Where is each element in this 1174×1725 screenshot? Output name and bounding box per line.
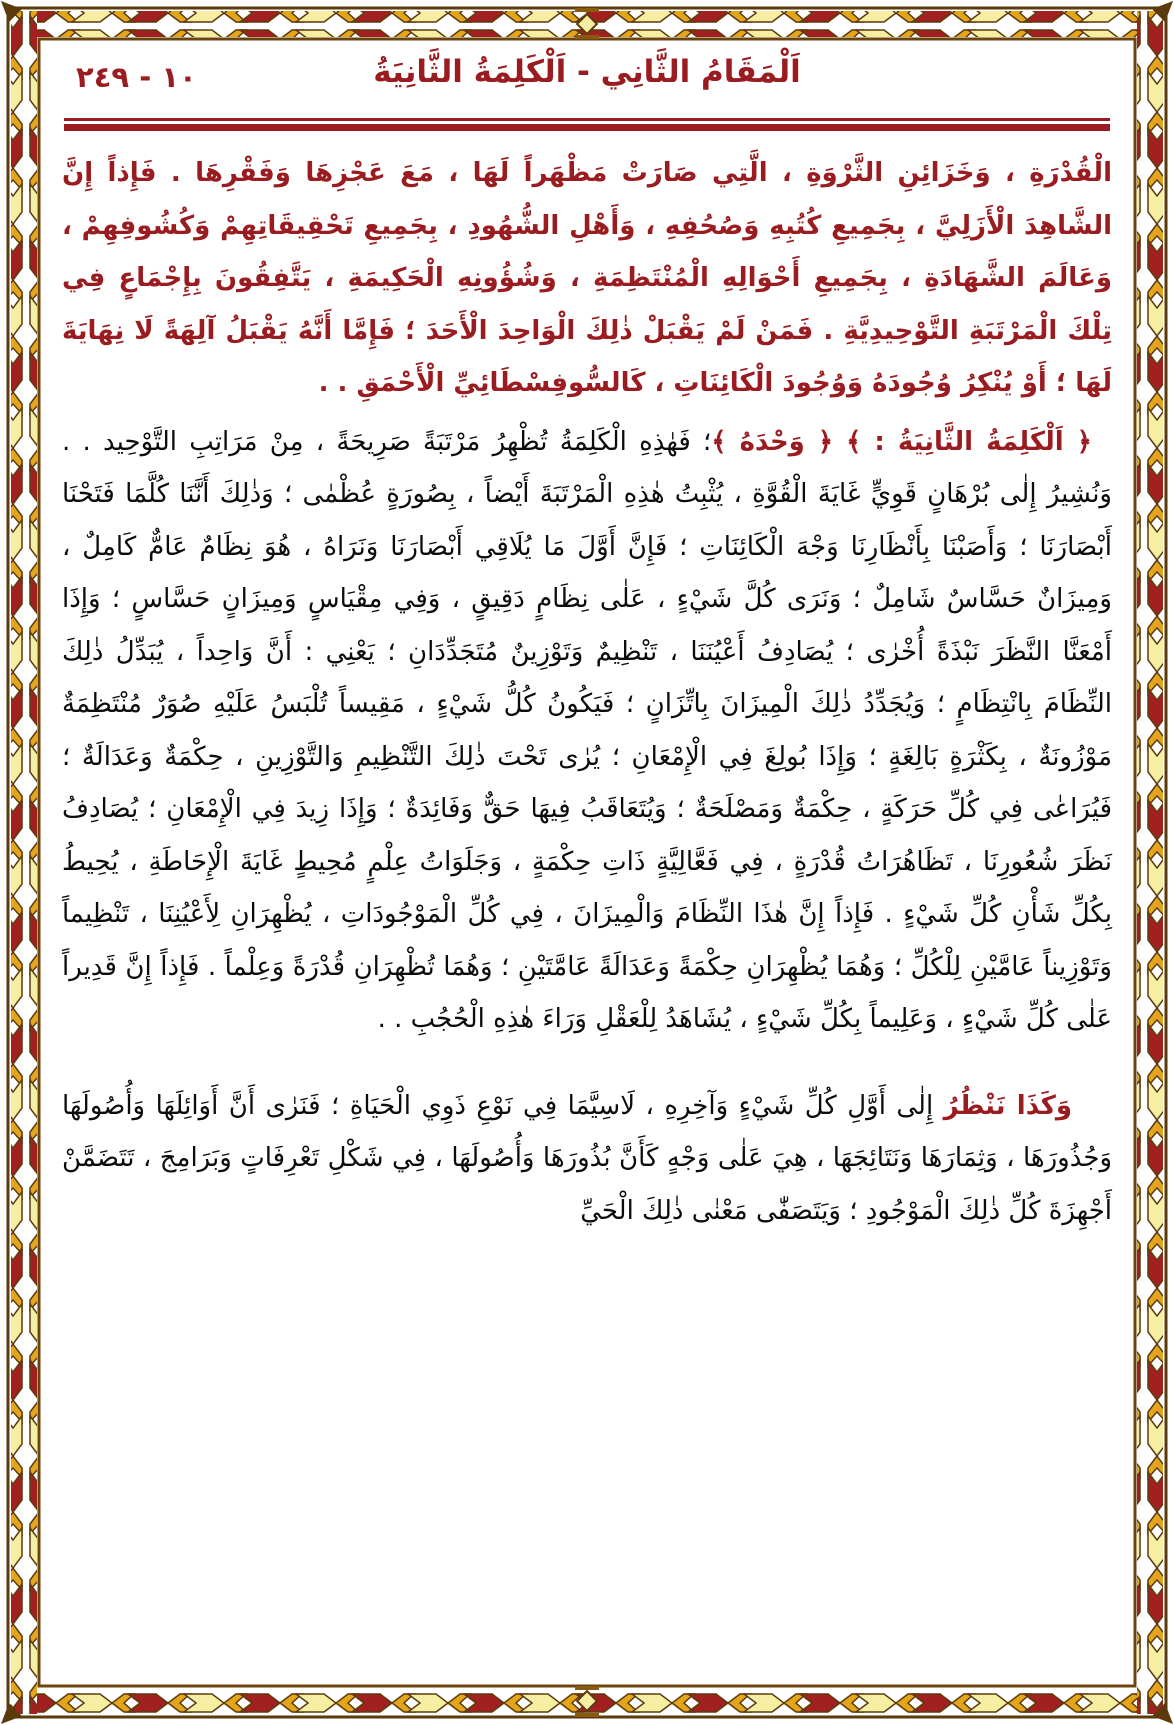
likewise-lead-red: وَكَذَا نَنْظُرُ [943, 1090, 1073, 1121]
page-number: ١٠ - ٢٤٩ [76, 60, 197, 94]
paragraph-likewise [62, 1080, 1112, 1238]
header-rule [64, 118, 1110, 131]
page-header [62, 46, 1112, 108]
body-text [62, 147, 1112, 1237]
header-rule-thin [64, 118, 1110, 121]
paragraph-second-word [62, 416, 1112, 1046]
page-title: اَلْمَقَامُ الثَّانِي - اَلْكَلِمَةُ الثَّانِيَةُ [373, 54, 801, 90]
likewise-body: إِلٰى أَوَّلِ كُلِّ شَيْءٍ وَآخِرِهِ ، لَاسِيَّمَا فِي نَوْعِ ذَوِي الْحَيَاةِ ؛ فَنَرٰى أَنَّ أَوَائِلَهَا وَأُصُولَهَا وَجُذُورَهَا ، وَثِمَارَهَا وَنَتَائِجَهَا ، هِيَ عَلٰى وَجْهٍ كَأَنَّ بُذُورَهَا وَأُصُولَهَا ، فِي شَكْلِ تَعْرِفَاتٍ وَبَرَامِجَ ، تَتَضَمَّنْ أَجْهِزَةَ كُلِّ ذٰلِكَ الْمَوْجُودِ ؛ وَيَتَصَفّٰى مَعْنٰى ذٰلِكَ الْحَيِّ [62, 1090, 1112, 1226]
header-rule-thick [64, 124, 1110, 131]
page-content [62, 46, 1112, 1681]
second-word-body: ؛ فَهٰذِهِ الْكَلِمَةُ تُظْهِرُ مَرْتَبَةً صَرِيحَةً ، مِنْ مَرَاتِبِ التَّوْحِيد . . وَنُشِيرُ إِلٰى بُرْهَانٍ قَوِيٍّ غَايَةَ الْقُوَّةِ ، يُثْبِتُ هٰذِهِ الْمَرْتَبَةَ أَيْضاً ، بِصُورَةٍ عُظْمٰى ؛ وَذٰلِكَ أَنَّنَا كُلَّمَا فَتَحْنَا أَبْصَارَنَا ؛ وَأَصَبْنَا بِأَنْظَارِنَا وَجْهَ الْكَائِنَاتِ ؛ فَإِنَّ أَوَّلَ مَا يُلَاقِي أَبْصَارَنَا وَنَرَاهُ ، هُوَ نِظَامٌ عَامٌّ كَامِلٌ ، وَمِيزَانٌ حَسَّاسٌ شَامِلٌ ؛ وَنَرَى كُلَّ شَيْءٍ ، عَلٰى نِظَامٍ دَقِيقٍ ، وَفِي مِقْيَاسٍ وَمِيزَانٍ حَسَّاسٍ ؛ وَإِذَا أَمْعَنَّا النَّظَرَ نَبْذَةً أُخْرٰى ؛ يُصَادِفُ أَعْيُنَنَا ، تَنْظِيمٌ وَتَوْزِينٌ مُتَجَدِّدَانِ ؛ يَعْنِي : أَنَّ وَاحِداً ، يُبَدِّلُ ذٰلِكَ النِّظَامَ بِانْتِظَامٍ ؛ وَيُجَدِّدُ ذٰلِكَ الْمِيزَانَ بِاتِّزَانٍ ؛ فَيَكُونُ كُلُّ شَيْءٍ ، مَقِيساً تُلْبَسُ عَلَيْهِ صُوَرٌ مُنْتَظِمَةٌ مَوْزُونَةٌ ، بِكَثْرَةٍ بَالِغَةٍ ؛ وَإِذَا بُولِغَ فِي الْإِمْعَانِ ؛ يُرٰى تَحْتَ ذٰلِكَ التَّنْظِيمِ وَالتَّوْزِينِ ، حِكْمَةٌ وَعَدَالَةٌ ؛ فَيُرَاعٰى فِي كُلِّ حَرَكَةٍ ، حِكْمَةٌ وَمَصْلَحَةٌ ؛ وَيُتَعَاقَبُ فِيهَا حَقٌّ وَفَائِدَةٌ ؛ وَإِذَا زِيدَ فِي الْإِمْعَانِ ؛ يُصَادِفُ نَظَرَ شُعُورِنَا ، تَظَاهُرَاتُ قُدْرَةٍ ، فِي فَعَّالِيَّةٍ ذَاتِ حِكْمَةٍ ، وَجَلَوَاتُ عِلْمٍ مُحِيطٍ غَايَةَ الْإِحَاطَةِ ، يُحِيطُ بِكُلِّ شَأْنِ كُلِّ شَيْءٍ . فَإِذاً إِنَّ هٰذَا النِّظَامَ وَالْمِيزَانَ ، فِي كُلِّ الْمَوْجُودَاتِ ، يُظْهِرَانِ لِأَعْيُنِنَا ، تَنْظِيماً وَتَوْزِيناً عَامَّيْنِ لِلْكُلِّ ؛ وَهُمَا يُظْهِرَانِ حِكْمَةً وَعَدَالَةً عَامَّتَيْنِ ؛ وَهُمَا تُظْهِرَانِ قُدْرَةً وَعِلْماً . فَإِذاً إِنَّ قَدِيراً عَلٰى كُلِّ شَيْءٍ ، وَعَلِيماً بِكُلِّ شَيْءٍ ، يُشَاهَدُ لِلْعَقْلِ وَرَاءَ هٰذِهِ الْحُجُبِ . . [62, 426, 1112, 1035]
paragraph-continuation-red: الْقُدْرَةِ ، وَخَزَائِنِ الثَّرْوَةِ ، الَّتِي صَارَتْ مَظْهَراً لَهَا ، مَعَ عَجْزِهَا وَفَقْرِهَا . فَإِذاً إِنَّ الشَّاهِدَ الْأَزَلِيَّ ، بِجَمِيعِ كُتُبِهِ وَصُحُفِهِ ، وَأَهْلِ الشُّهُودِ ، بِجَمِيعِ تَحْقِيقَاتِهِمْ وَكُشُوفِهِمْ ، وَعَالَمَ الشَّهَادَةِ ، بِجَمِيعِ أَحْوَالِهِ الْمُنْتَظِمَةِ ، وَشُؤُونِهِ الْحَكِيمَةِ ، يَتَّفِقُونَ بِإِجْمَاعٍ فِي تِلْكَ الْمَرْتَبَةِ التَّوْحِيدِيَّةِ . فَمَنْ لَمْ يَقْبَلْ ذٰلِكَ الْوَاحِدَ الْأَحَدَ ؛ فَإِمَّا أَنَّهُ يَقْبَلُ آلِهَةً لَا نِهَايَةَ لَهَا ؛ أَوْ يُنْكِرُ وُجُودَهُ وَوُجُودَ الْكَائِنَاتِ ، كَالسُّوفِسْطَائِيِّ الْأَحْمَقِ . . [62, 158, 1112, 399]
second-word-heading: ﴿ اَلْكَلِمَةُ الثَّانِيَةُ : ﴾ ﴿ وَحْدَهُ ﴾ [711, 426, 1092, 457]
